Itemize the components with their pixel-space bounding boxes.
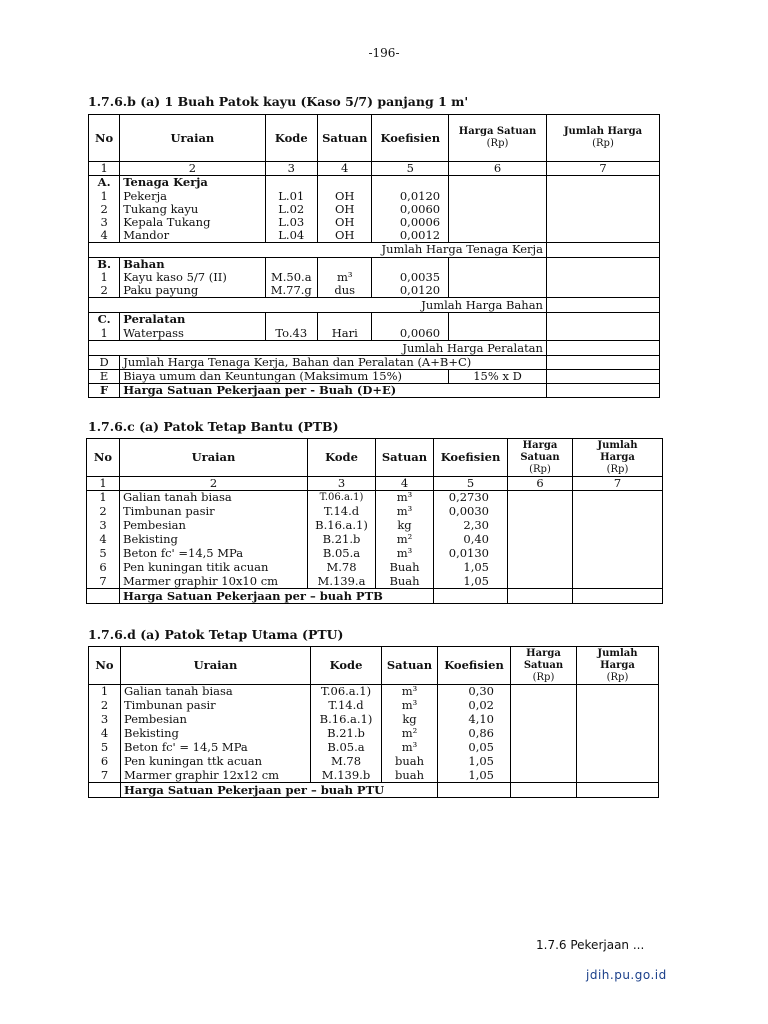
continuation-note: 1.7.6 Pekerjaan ... bbox=[536, 938, 645, 952]
column-number-row: 1 2 3 4 5 6 7 bbox=[89, 162, 660, 176]
table-row: 1 Galian tanah biasa T.06.a.1) m³ 0,30 bbox=[89, 685, 659, 699]
table-row: 3 Pembesian B.16.a.1) kg 2,30 bbox=[87, 519, 663, 533]
table-row: 1 Waterpass To.43 Hari 0,0060 bbox=[89, 327, 660, 341]
header-kode: Kode bbox=[265, 115, 317, 162]
table-row: 5 Beton fc' = 14,5 MPa B.05.a m³ 0,05 bbox=[89, 741, 659, 755]
group-header-row: B. Bahan bbox=[89, 257, 660, 271]
table-row: 2 Timbunan pasir T.14.d m³ 0,02 bbox=[89, 699, 659, 713]
header-jumlah-harga: Jumlah Harga (Rp) bbox=[546, 115, 659, 162]
table-row: 6 Pen kuningan titik acuan M.78 Buah 1,05 bbox=[87, 561, 663, 575]
table-row: 4 Bekisting B.21.b m² 0,86 bbox=[89, 727, 659, 741]
ahsp-table-patok-kayu bbox=[88, 114, 660, 398]
header-jumlah-harga: Jumlah Harga (Rp) bbox=[577, 647, 659, 685]
header-koefisien: Koefisien bbox=[372, 115, 449, 162]
table-row: 1 Kayu kaso 5/7 (II) M.50.a m³ 0,0035 bbox=[89, 271, 660, 284]
total-row: Harga Satuan Pekerjaan per – buah PTU bbox=[89, 783, 659, 798]
header-uraian: Uraian bbox=[120, 439, 308, 477]
group-header-row: C. Peralatan bbox=[89, 313, 660, 327]
header-harga-satuan: Harga Satuan (Rp) bbox=[511, 647, 577, 685]
group-header-row: A. Tenaga Kerja bbox=[89, 176, 660, 190]
header-harga-satuan: Harga Satuan (Rp) bbox=[508, 439, 573, 477]
header-koefisien: Koefisien bbox=[438, 647, 511, 685]
ahsp-table-ptb bbox=[86, 438, 663, 604]
header-kode: Kode bbox=[308, 439, 376, 477]
subtotal-row: Jumlah Harga Tenaga Kerja bbox=[89, 242, 660, 257]
table-row: 1 Galian tanah biasa T.06.a.1) m³ 0,2730 bbox=[87, 491, 663, 505]
table-row: 3 Pembesian B.16.a.1) kg 4,10 bbox=[89, 713, 659, 727]
page-number: -196- bbox=[368, 46, 400, 60]
table-row: 2 Tukang kayu L.02 OH 0,0060 bbox=[89, 203, 660, 216]
header-uraian: Uraian bbox=[120, 115, 265, 162]
summary-row-f: F Harga Satuan Pekerjaan per - Buah (D+E) bbox=[89, 384, 660, 398]
section-title-ptu: 1.7.6.d (a) Patok Tetap Utama (PTU) bbox=[88, 627, 344, 642]
header-no: No bbox=[87, 439, 120, 477]
header-satuan: Satuan bbox=[382, 647, 438, 685]
table-row: 4 Bekisting B.21.b m² 0,40 bbox=[87, 533, 663, 547]
header-uraian: Uraian bbox=[121, 647, 311, 685]
table-row: 1 Pekerja L.01 OH 0,0120 bbox=[89, 190, 660, 203]
table-row: 2 Timbunan pasir T.14.d m³ 0,0030 bbox=[87, 505, 663, 519]
header-no: No bbox=[89, 647, 121, 685]
subtotal-row: Jumlah Harga Bahan bbox=[89, 298, 660, 313]
section-title-ptb: 1.7.6.c (a) Patok Tetap Bantu (PTB) bbox=[88, 419, 339, 434]
header-jumlah-harga: Jumlah Harga (Rp) bbox=[573, 439, 663, 477]
table-row: 4 Mandor L.04 OH 0,0012 bbox=[89, 229, 660, 243]
header-satuan: Satuan bbox=[317, 115, 371, 162]
table-row: 3 Kepala Tukang L.03 OH 0,0006 bbox=[89, 216, 660, 229]
header-kode: Kode bbox=[311, 647, 382, 685]
header-harga-satuan: Harga Satuan (Rp) bbox=[449, 115, 547, 162]
total-row: Harga Satuan Pekerjaan per – buah PTB bbox=[87, 589, 663, 604]
table-row: 5 Beton fc' =14,5 MPa B.05.a m³ 0,0130 bbox=[87, 547, 663, 561]
ahsp-table-ptu bbox=[88, 646, 659, 798]
table-row: 7 Marmer graphir 10x10 cm M.139.a Buah 1,05 bbox=[87, 575, 663, 589]
subtotal-row: Jumlah Harga Peralatan bbox=[89, 341, 660, 356]
column-number-row: 1 2 3 4 5 6 7 bbox=[87, 477, 663, 491]
header-koefisien: Koefisien bbox=[434, 439, 508, 477]
table-row: 6 Pen kuningan ttk acuan M.78 buah 1,05 bbox=[89, 755, 659, 769]
section-title-patok-kayu: 1.7.6.b (a) 1 Buah Patok kayu (Kaso 5/7) panjang 1 m' bbox=[88, 94, 469, 109]
summary-row-d: D Jumlah Harga Tenaga Kerja, Bahan dan Peralatan (A+B+C) bbox=[89, 356, 660, 370]
summary-row-e: E Biaya umum dan Keuntungan (Maksimum 15%) 15% x D bbox=[89, 370, 660, 384]
header-satuan: Satuan bbox=[376, 439, 434, 477]
header-no: No bbox=[89, 115, 120, 162]
table-row: 7 Marmer graphir 12x12 cm M.139.b buah 1,05 bbox=[89, 769, 659, 783]
table-row: 2 Paku payung M.77.g dus 0,0120 bbox=[89, 284, 660, 298]
site-watermark: jdih.pu.go.id bbox=[586, 968, 667, 982]
